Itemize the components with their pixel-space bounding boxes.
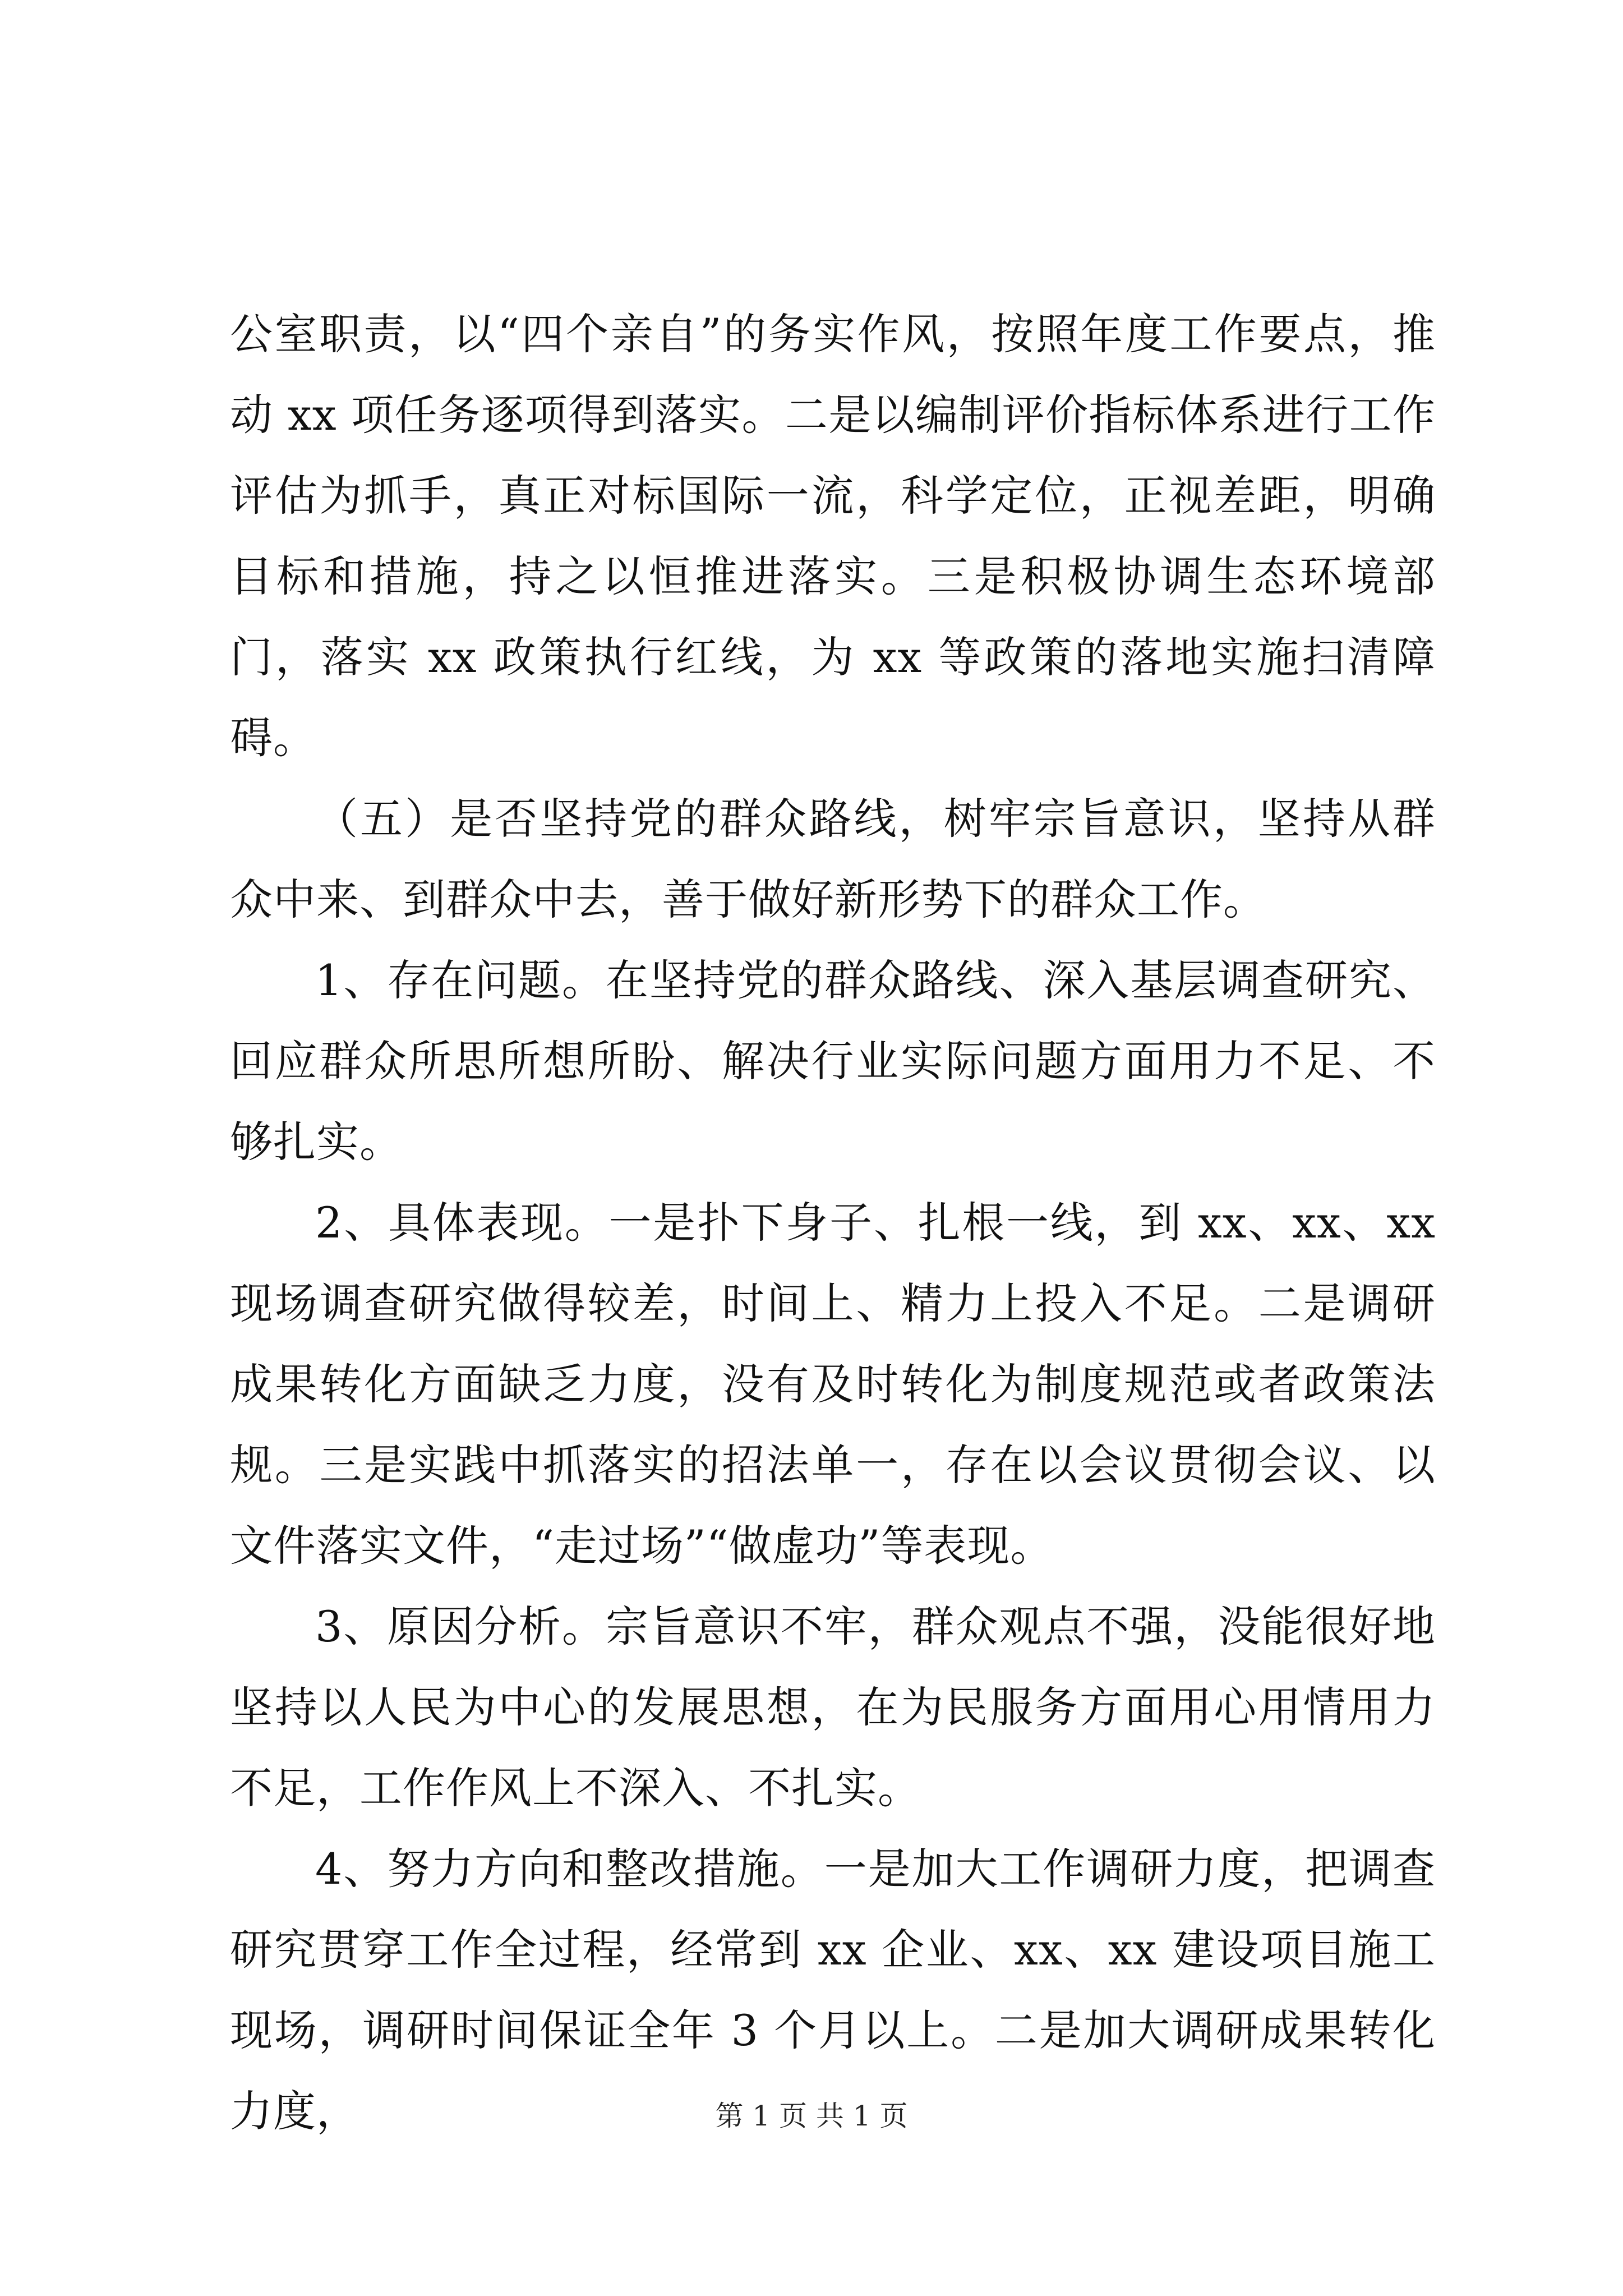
paragraph-cause-analysis: 3、原因分析。宗旨意识不牢，群众观点不强，没能很好地坚持以人民为中心的发展思想，在为民服务方面用心用情用力不足，工作作风上不深入、不扎实。 bbox=[230, 1602, 1436, 1813]
paragraph-existing-problems: 1、存在问题。在坚持党的群众路线、深入基层调查研究、回应群众所思所想所盼、解决行业实际问题方面用力不足、不够扎实。 bbox=[230, 955, 1436, 1167]
paragraph-continuation: 公室职责，以“四个亲自”的务实作风，按照年度工作要点，推动 xx 项任务逐项得到落实。二是以编制评价指标体系进行工作评估为抓手，真正对标国际一流，科学定位，正视差距，明确目标和措施，持之以恒推进落实。三是积极协调生态环境部门，落实 xx 政策执行红线，为 xx 等政策的落地实施扫清障碍。 bbox=[230, 309, 1436, 763]
paragraph-rectification-measures: 4、努力方向和整改措施。一是加大工作调研力度，把调查研究贯穿工作全过程，经常到 xx 企业、xx、xx 建设项目施工现场，调研时间保证全年 3 个月以上。二是加大调研成果转化力度， bbox=[230, 1844, 1436, 2136]
document-body bbox=[230, 294, 1436, 2152]
page-footer: 第 1 页 共 1 页 bbox=[715, 2100, 908, 2132]
paragraph-specific-performance: 2、具体表现。一是扑下身子、扎根一线，到 xx、xx、xx 现场调查研究做得较差，时间上、精力上投入不足。二是调研成果转化方面缺乏力度，没有及时转化为制度规范或者政策法规。三是实践中抓落实的招法单一，存在以会议贯彻会议、以文件落实文件，“走过场”“做虚功”等表现。 bbox=[230, 1198, 1436, 1571]
paragraph-section-heading-five: （五）是否坚持党的群众路线，树牢宗旨意识，坚持从群众中来、到群众中去，善于做好新形势下的群众工作。 bbox=[230, 794, 1436, 924]
